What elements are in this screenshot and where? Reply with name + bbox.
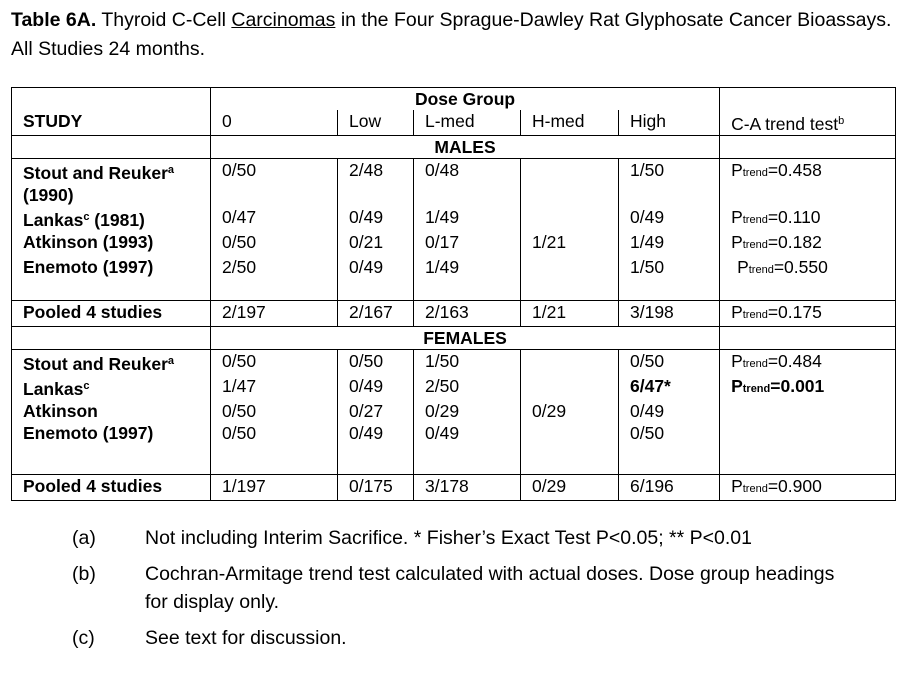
footnote-text: Not including Interim Sacrifice. * Fisher’s Exact Test P<0.05; ** P<0.01 [145,527,752,549]
dose-hmed-cell: 0/29 [521,400,619,422]
table-row-pooled [12,475,896,501]
header-row [12,110,896,136]
dose-high-cell: 1/49 [619,231,720,256]
table-row [12,256,896,301]
section-empty [720,327,896,350]
dose-0-cell: 0/50 [211,159,338,207]
caption-label: Table 6A. [11,9,97,31]
dose-hmed-cell [521,159,619,207]
dose-hmed-cell [521,422,619,475]
footnote-a [72,524,852,552]
footnote-label: (a) [72,527,96,549]
study-cell: Lankas$^c$ [12,375,211,400]
dose-lmed-cell: 1/49 [414,256,521,301]
dose-lmed-cell: 1/50 [414,350,521,376]
dose-high-heading: High [619,110,720,136]
trend-cell: Ptrend=0.182 [720,231,896,256]
table-caption [11,6,906,64]
dose-low-cell: 0/49 [338,422,414,475]
dose-low-cell: 0/49 [338,375,414,400]
dose-0-cell: 2/197 [211,301,338,327]
table-row [12,422,896,475]
table-row [12,206,896,231]
section-empty [12,136,211,159]
dose-0-heading: 0 [211,110,338,136]
dose-hmed-cell: 1/21 [521,231,619,256]
dose-0-cell: 1/197 [211,475,338,501]
dose-hmed-cell [521,350,619,376]
dose-low-cell: 0/27 [338,400,414,422]
dose-high-cell: 3/198 [619,301,720,327]
study-cell: Pooled 4 studies [12,301,211,327]
dose-low-cell: 0/49 [338,206,414,231]
footnote-text: See text for discussion. [145,627,347,649]
trend-cell [720,422,896,475]
table-row [12,159,896,207]
females-heading: FEMALES [211,327,720,350]
dose-group-heading: Dose Group [211,88,720,111]
dose-0-cell: 0/50 [211,350,338,376]
footnote-c [72,624,852,652]
trend-heading: C-A trend test$^b$ [720,110,896,136]
dose-0-cell: 1/47 [211,375,338,400]
caption-underlined: Carcinomas [231,9,336,31]
dose-0-cell: 0/50 [211,231,338,256]
dose-lmed-cell: 2/163 [414,301,521,327]
dose-high-cell: 6/196 [619,475,720,501]
dose-0-cell: 2/50 [211,256,338,301]
study-cell: Stout and Reuker$^a$ [12,350,211,376]
dose-hmed-cell [521,206,619,231]
study-cell: Lankas$^c$ (1981) [12,206,211,231]
dose-high-cell: 0/50 [619,422,720,475]
footnote-b [72,560,852,616]
dose-lmed-cell: 0/49 [414,422,521,475]
study-cell: Enemoto (1997) [12,422,211,475]
table-row [12,231,896,256]
dose-low-cell: 2/48 [338,159,414,207]
caption-text-after: in the Four Sprague-Dawley Rat Glyphosate Cancer Bioassays. All Studies 24 months. [11,9,892,60]
data-table [11,87,896,501]
dose-high-cell: 1/50 [619,256,720,301]
section-empty [12,327,211,350]
study-heading: STUDY [12,110,211,136]
study-cell: Pooled 4 studies [12,475,211,501]
study-cell: Atkinson [12,400,211,422]
dose-lmed-cell: 0/17 [414,231,521,256]
dose-0-cell: 0/50 [211,400,338,422]
dose-0-cell: 0/50 [211,422,338,475]
dose-low-cell: 0/175 [338,475,414,501]
table-row [12,350,896,376]
study-cell: Enemoto (1997) [12,256,211,301]
dose-lmed-cell: 0/48 [414,159,521,207]
trend-cell: Ptrend=0.458 [720,159,896,207]
section-empty [720,136,896,159]
trend-cell: Ptrend=0.110 [720,206,896,231]
header-empty [720,88,896,111]
study-cell: Atkinson (1993) [12,231,211,256]
dose-hmed-cell [521,375,619,400]
dose-high-cell: 6/47* [619,375,720,400]
dose-lmed-heading: L-med [414,110,521,136]
section-row-males [12,136,896,159]
header-row-dose-group [12,88,896,111]
footnote-text: Cochran-Armitage trend test calculated with actual doses. Dose group headings for display only. [145,563,835,613]
footnote-label: (c) [72,627,95,649]
dose-high-cell: 0/49 [619,206,720,231]
trend-cell: Ptrend=0.550 [720,256,896,301]
footnotes [72,524,852,660]
dose-hmed-cell [521,256,619,301]
table-row-pooled [12,301,896,327]
trend-cell: Ptrend=0.484 [720,350,896,376]
caption-text-before: Thyroid C-Cell [101,9,226,31]
dose-0-cell: 0/47 [211,206,338,231]
dose-lmed-cell: 3/178 [414,475,521,501]
trend-cell [720,400,896,422]
table-row [12,400,896,422]
table-row [12,375,896,400]
dose-high-cell: 0/50 [619,350,720,376]
dose-low-cell: 2/167 [338,301,414,327]
dose-low-heading: Low [338,110,414,136]
dose-lmed-cell: 0/29 [414,400,521,422]
dose-low-cell: 0/50 [338,350,414,376]
dose-hmed-cell: 0/29 [521,475,619,501]
dose-low-cell: 0/49 [338,256,414,301]
dose-lmed-cell: 1/49 [414,206,521,231]
section-row-females [12,327,896,350]
dose-lmed-cell: 2/50 [414,375,521,400]
study-cell: Stout and Reuker$^a$ (1990) [12,159,211,207]
header-empty [12,88,211,111]
footnote-label: (b) [72,563,96,585]
males-heading: MALES [211,136,720,159]
dose-high-cell: 1/50 [619,159,720,207]
dose-high-cell: 0/49 [619,400,720,422]
dose-low-cell: 0/21 [338,231,414,256]
dose-hmed-cell: 1/21 [521,301,619,327]
trend-cell: Ptrend=0.001 [720,375,896,400]
trend-cell: Ptrend=0.900 [720,475,896,501]
dose-hmed-heading: H-med [521,110,619,136]
trend-cell: Ptrend=0.175 [720,301,896,327]
